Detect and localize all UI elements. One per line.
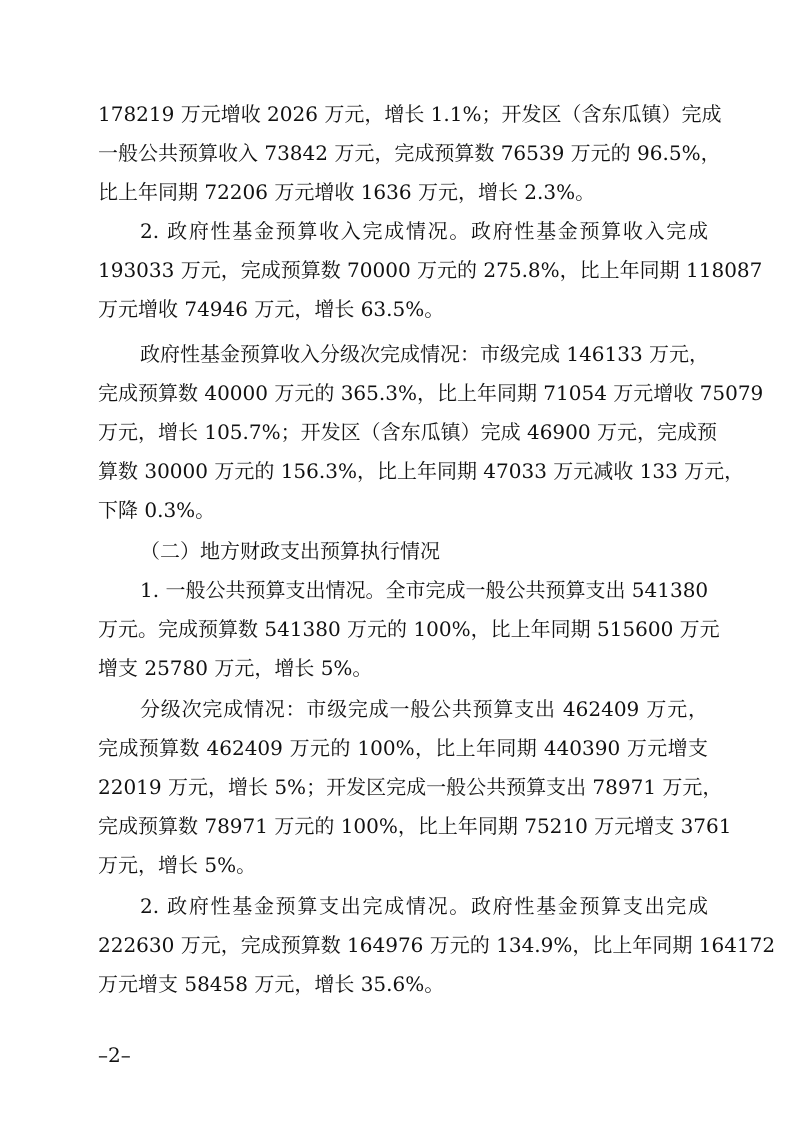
paragraph-first-line: 分级次完成情况：市级完成一般公共预算支出 462409 万元， (140, 697, 708, 721)
text-line: 比上年同期 72206 万元增收 1636 万元，增长 2.3%。 (98, 180, 596, 204)
text-line: 完成预算数 40000 万元的 365.3%，比上年同期 71054 万元增收 75079 (98, 381, 764, 405)
text-line: 万元增收 74946 万元，增长 63.5%。 (98, 297, 445, 321)
text-line: 万元，增长 5%。 (98, 853, 257, 877)
text-line: 万元增支 58458 万元，增长 35.6%。 (98, 972, 445, 996)
text-line: 下降 0.3%。 (98, 498, 216, 522)
text-line: 万元，增长 105.7%；开发区（含东瓜镇）完成 46900 万元，完成预 (98, 420, 717, 444)
text-line: 一般公共预算收入 73842 万元，完成预算数 76539 万元的 96.5%， (98, 141, 721, 165)
text-line: 193033 万元，完成预算数 70000 万元的 275.8%，比上年同期 118087 (98, 258, 763, 282)
text-line: 22019 万元，增长 5%；开发区完成一般公共预算支出 78971 万元， (98, 775, 723, 799)
text-line: 算数 30000 万元的 156.3%，比上年同期 47033 万元减收 133 万元， (98, 459, 745, 483)
text-line: 完成预算数 462409 万元的 100%，比上年同期 440390 万元增支 (98, 736, 708, 760)
paragraph-first-line: 2. 政府性基金预算支出完成情况。政府性基金预算支出完成 (140, 894, 708, 918)
page-number: –2– (98, 1043, 131, 1067)
text-line: 178219 万元增收 2026 万元，增长 1.1%；开发区（含东瓜镇）完成 (98, 102, 722, 126)
paragraph-first-line: 政府性基金预算收入分级次完成情况：市级完成 146133 万元， (140, 342, 710, 366)
text-line: 222630 万元，完成预算数 164976 万元的 134.9%，比上年同期 164172 (98, 933, 776, 957)
text-line: 万元。完成预算数 541380 万元的 100%，比上年同期 515600 万元 (98, 617, 720, 641)
text-line: 完成预算数 78971 万元的 100%，比上年同期 75210 万元增支 3761 (98, 814, 732, 838)
paragraph-first-line: 2. 政府性基金预算收入完成情况。政府性基金预算收入完成 (140, 219, 708, 243)
paragraph-first-line: 1. 一般公共预算支出情况。全市完成一般公共预算支出 541380 (140, 578, 709, 602)
section-heading: （二）地方财政支出预算执行情况 (140, 539, 440, 563)
text-line: 增支 25780 万元，增长 5%。 (98, 656, 373, 680)
